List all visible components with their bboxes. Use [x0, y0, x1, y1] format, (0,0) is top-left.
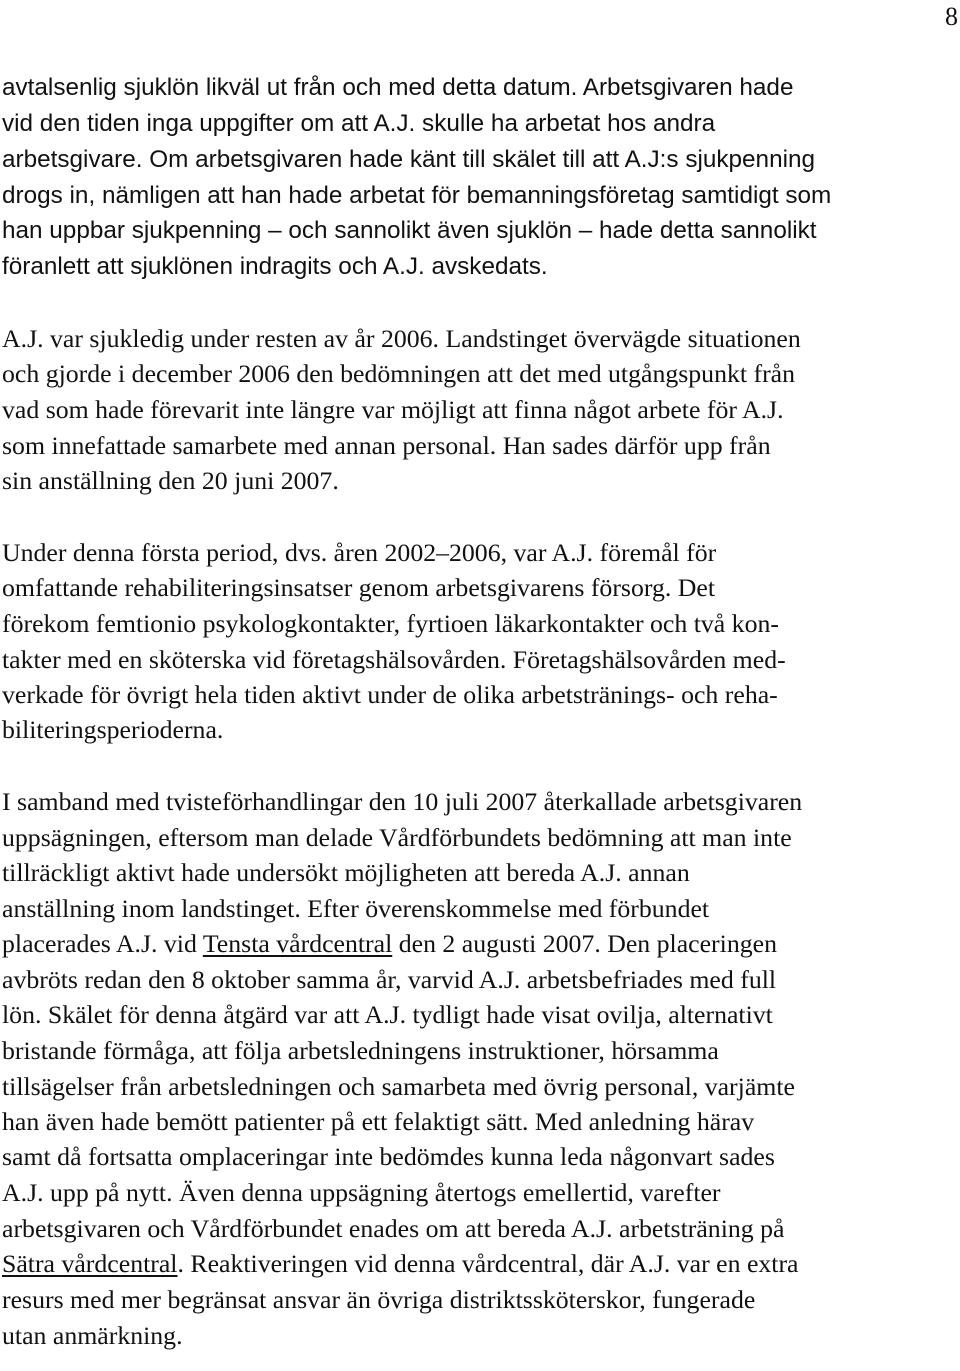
text-segment: bristande förmåga, att följa arbetsledningens instruktioner, hörsamma [2, 1036, 719, 1065]
text-segment: och gjorde i december 2006 den bedömningen att det med utgångspunkt från [2, 359, 796, 388]
text-line [2, 428, 771, 464]
text-segment: tillsägelser från arbetsledningen och samarbeta med övrig personal, varjämte [2, 1072, 795, 1101]
text-segment: placerades A.J. vid [2, 929, 203, 958]
text-line [2, 891, 709, 927]
text-line [2, 926, 777, 962]
text-segment: avtalsenlig sjuklön likväl ut från och med detta datum. Arbetsgivaren hade [2, 74, 794, 101]
text-segment: . Reaktiveringen vid denna vårdcentral, där A.J. var en extra [177, 1249, 799, 1278]
text-line [2, 855, 690, 891]
text-line [2, 677, 778, 713]
text-segment: föranlett att sjuklönen indragits och A.J. avskedats. [2, 253, 548, 280]
text-segment: förekom femtionio psykologkontakter, fyrtioen läkarkontakter och två kon- [2, 609, 779, 638]
text-line [2, 997, 773, 1033]
text-segment: vad som hade förevarit inte längre var möjligt att finna något arbete för A.J. [2, 395, 784, 424]
text-line [2, 1104, 754, 1140]
text-segment: sin anställning den 20 juni 2007. [2, 466, 339, 495]
text-line [2, 535, 716, 571]
text-line [2, 1139, 775, 1175]
text-segment: utan anmärkning. [2, 1321, 183, 1350]
text-segment: som innefattade samarbete med annan personal. Han sades därför upp från [2, 431, 771, 460]
text-line [2, 213, 817, 249]
text-segment: anställning inom landstinget. Efter överenskommelse med förbundet [2, 894, 710, 923]
text-line [2, 712, 223, 748]
text-segment: uppsägningen, eftersom man delade Vårdförbundets bedömning att man inte [2, 823, 792, 852]
text-line [2, 1211, 784, 1247]
text-line [2, 1069, 795, 1105]
place-name-underlined: Tensta vårdcentral [202, 929, 393, 958]
text-line [2, 784, 802, 820]
text-segment: samt då fortsatta omplaceringar inte bedömdes kunna leda någonvart sades [2, 1142, 775, 1171]
text-segment: arbetsgivaren och Vårdförbundet enades om att bereda A.J. arbetsträning på [2, 1214, 785, 1243]
place-name-underlined: Sätra vårdcentral [2, 1249, 178, 1278]
text-line [2, 570, 715, 606]
text-segment: A.J. upp på nytt. Även denna uppsägning återtogs emellertid, varefter [2, 1178, 721, 1207]
text-line [2, 606, 779, 642]
text-segment: Under denna första period, dvs. åren 2002–2006, var A.J. föremål för [2, 538, 717, 567]
text-segment: I samband med tvisteförhandlingar den 10 juli 2007 återkallade arbetsgivaren [2, 787, 803, 816]
text-segment: avbröts redan den 8 oktober samma år, varvid A.J. arbetsbefriades med full [2, 965, 777, 994]
text-segment: A.J. var sjukledig under resten av år 2006. Landstinget övervägde situationen [2, 324, 801, 353]
text-segment: han uppbar sjukpenning – och sannolikt även sjuklön – hade detta sannolikt [2, 217, 817, 244]
text-line [2, 1318, 183, 1354]
text-segment: lön. Skälet för denna åtgärd var att A.J. tydligt hade visat ovilja, alternativt [2, 1000, 773, 1029]
text-segment: arbetsgivare. Om arbetsgivaren hade känt till skälet till att A.J:s sjukpenning [2, 146, 816, 173]
text-line [2, 70, 793, 106]
text-line [2, 463, 339, 499]
text-line [2, 1175, 721, 1211]
text-segment: tillräckligt aktivt hade undersökt möjligheten att bereda A.J. annan [2, 858, 690, 887]
text-line [2, 1282, 755, 1318]
text-segment: resurs med mer begränsat ansvar än övriga distriktssköterskor, fungerade [2, 1285, 756, 1314]
text-segment: omfattande rehabiliteringsinsatser genom arbetsgivarens försorg. Det [2, 573, 716, 602]
text-line [2, 392, 784, 428]
text-segment: han även hade bemött patienter på ett felaktigt sätt. Med anledning härav [2, 1107, 755, 1136]
text-segment: biliteringsperioderna. [2, 715, 224, 744]
text-segment: vid den tiden inga uppgifter om att A.J. skulle ha arbetat hos andra [2, 110, 716, 137]
text-line [2, 820, 792, 856]
text-line [2, 142, 815, 178]
text-line [2, 249, 548, 285]
text-line [2, 321, 801, 357]
text-line [2, 642, 786, 678]
text-line [2, 1246, 799, 1282]
text-segment: takter med en sköterska vid företagshälsovården. Företagshälsovården med- [2, 645, 786, 674]
text-segment: den 2 augusti 2007. Den placeringen [392, 929, 777, 958]
text-line [2, 178, 831, 214]
text-line [2, 356, 795, 392]
text-segment: drogs in, nämligen att han hade arbetat för bemanningsföretag samtidigt som [2, 182, 832, 209]
page-number: 8 [945, 2, 958, 31]
text-line [2, 1033, 719, 1069]
text-line [2, 106, 715, 142]
text-segment: verkade för övrigt hela tiden aktivt under de olika arbetstränings- och reha- [2, 680, 778, 709]
text-line [2, 962, 776, 998]
